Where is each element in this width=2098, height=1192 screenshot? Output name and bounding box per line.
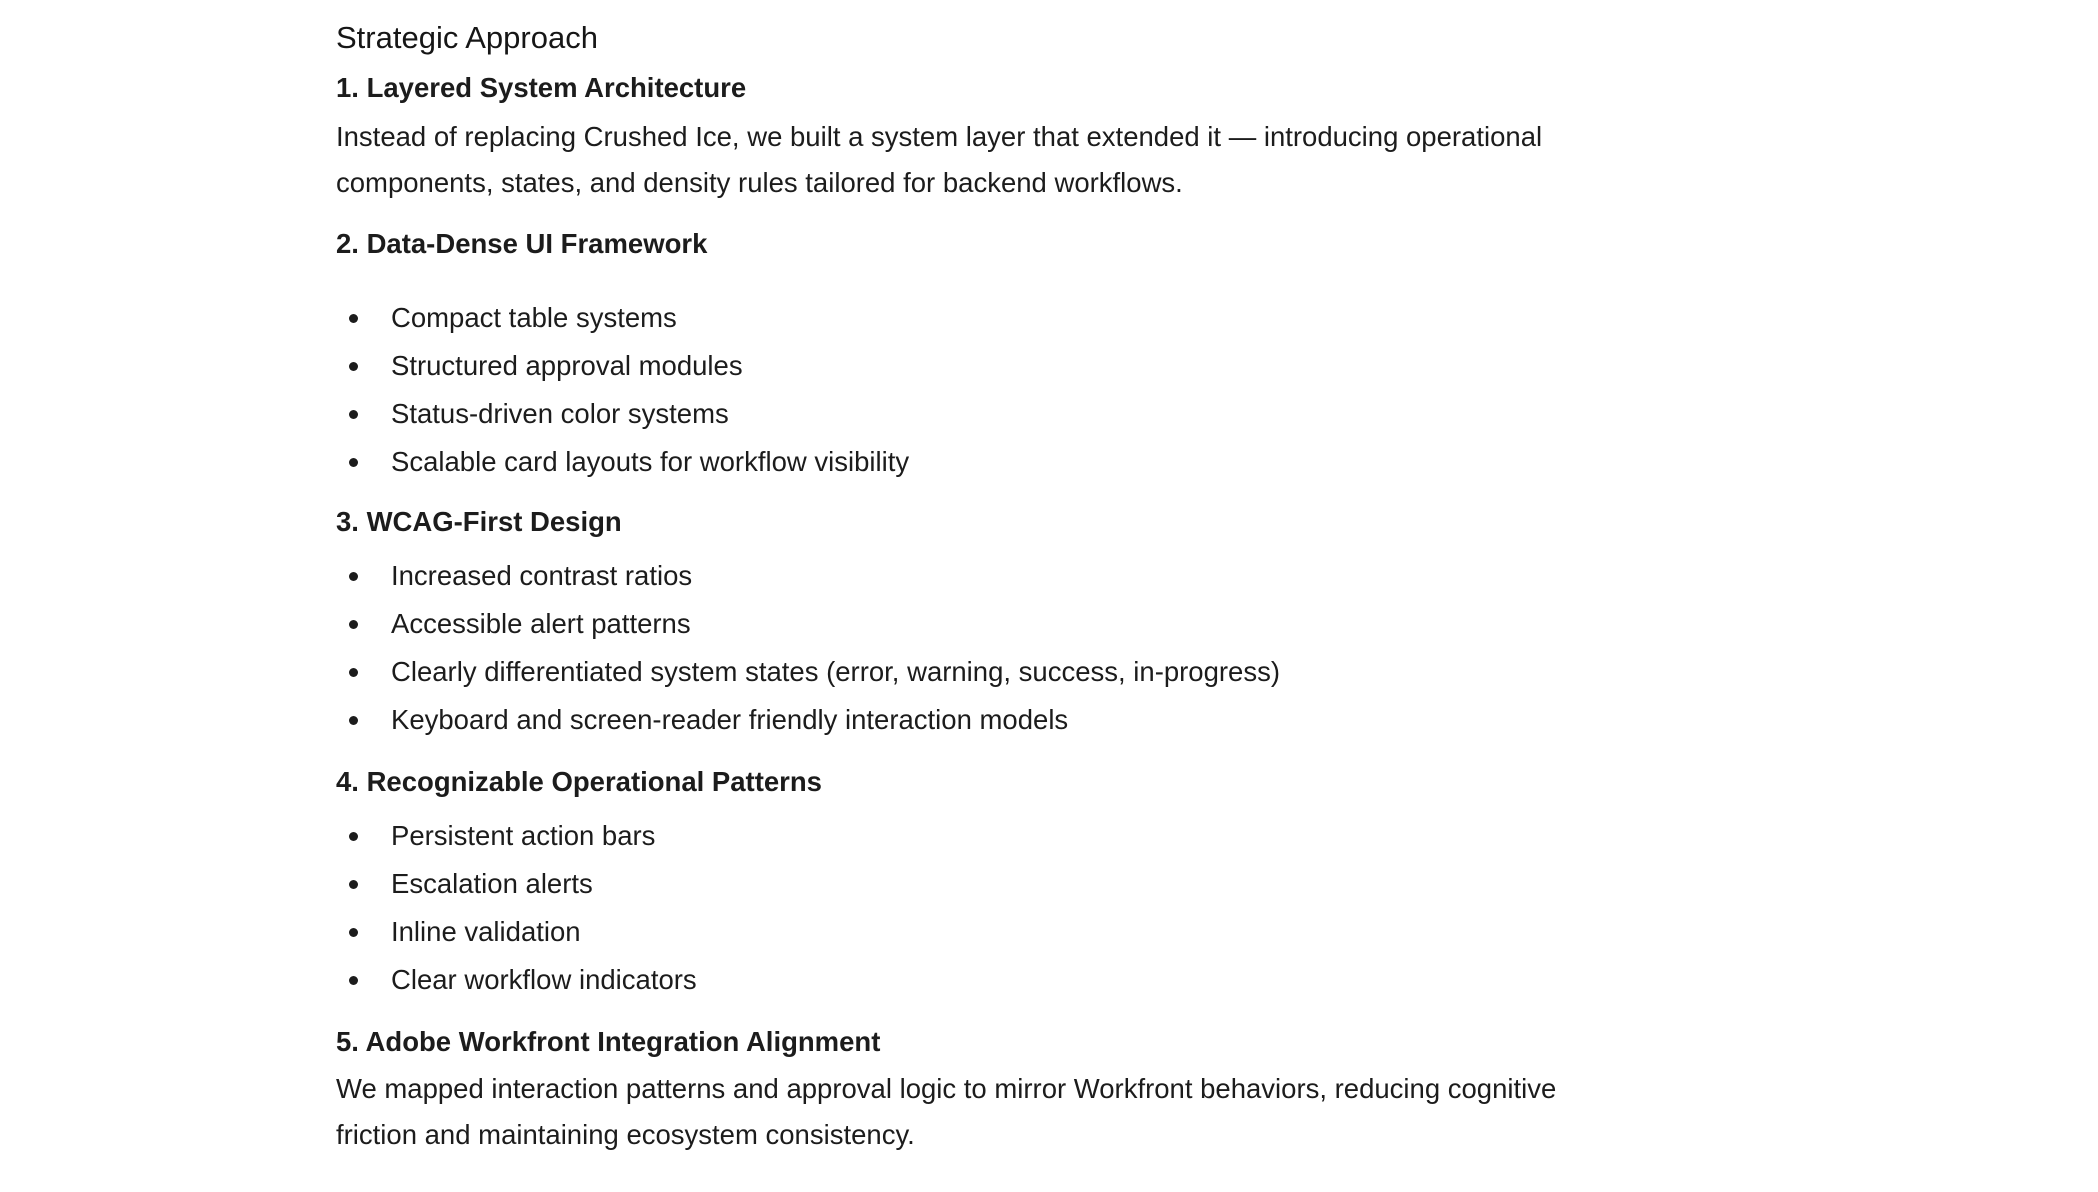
section-heading: 4. Recognizable Operational Patterns <box>336 766 822 797</box>
bullet-dot-icon <box>349 832 358 841</box>
bullet-dot-icon <box>349 880 358 889</box>
list-item <box>336 390 1656 438</box>
page-title: Strategic Approach <box>336 20 598 55</box>
section-wcag-first-design <box>336 498 1656 744</box>
list-item <box>336 552 1656 600</box>
list-item-text: Status-driven color systems <box>391 398 729 429</box>
list-item-text: Increased contrast ratios <box>391 560 693 591</box>
bullet-dot-icon <box>349 572 358 581</box>
list-item-text: Compact table systems <box>391 302 677 333</box>
bullet-dot-icon <box>349 716 358 725</box>
paragraph-line: components, states, and density rules tailored for backend workflows. <box>336 167 1183 198</box>
list-item <box>336 438 1656 486</box>
bullet-dot-icon <box>349 410 358 419</box>
bullet-dot-icon <box>349 928 358 937</box>
list-item <box>336 342 1656 390</box>
bullet-dot-icon <box>349 314 358 323</box>
bullet-list <box>336 552 1656 744</box>
list-item <box>336 648 1656 696</box>
section-recognizable-operational-patterns <box>336 758 1656 1004</box>
list-item-text: Inline validation <box>391 916 581 947</box>
section-heading: 3. WCAG-First Design <box>336 506 622 537</box>
paragraph-line: We mapped interaction patterns and approval logic to mirror Workfront behaviors, reducing cognitive <box>336 1073 1557 1104</box>
bullet-dot-icon <box>349 458 358 467</box>
section-paragraph <box>336 114 1656 206</box>
section-heading: 2. Data-Dense UI Framework <box>336 228 708 259</box>
bullet-dot-icon <box>349 668 358 677</box>
bullet-dot-icon <box>349 362 358 371</box>
section-adobe-workfront-integration-alignment <box>336 1018 1656 1158</box>
list-item-text: Clear workflow indicators <box>391 964 697 995</box>
list-item-text: Structured approval modules <box>391 350 743 381</box>
list-item <box>336 812 1656 860</box>
paragraph-line: friction and maintaining ecosystem consistency. <box>336 1119 915 1150</box>
list-item <box>336 860 1656 908</box>
list-item-text: Keyboard and screen-reader friendly interaction models <box>391 704 1069 735</box>
list-item-text: Clearly differentiated system states (error, warning, success, in-progress) <box>391 656 1280 687</box>
list-item-text: Escalation alerts <box>391 868 593 899</box>
bullet-list <box>336 294 1656 486</box>
list-item-text: Scalable card layouts for workflow visibility <box>391 446 910 477</box>
list-item-text: Accessible alert patterns <box>391 608 691 639</box>
list-item <box>336 956 1656 1004</box>
section-heading: 5. Adobe Workfront Integration Alignment <box>336 1026 881 1057</box>
bullet-list <box>336 812 1656 1004</box>
section-heading: 1. Layered System Architecture <box>336 72 747 103</box>
list-item <box>336 294 1656 342</box>
document-body <box>336 14 1656 1158</box>
list-item <box>336 696 1656 744</box>
list-item <box>336 908 1656 956</box>
paragraph-line: Instead of replacing Crushed Ice, we built a system layer that extended it — introducing operational <box>336 121 1543 152</box>
section-paragraph <box>336 1066 1656 1158</box>
list-item <box>336 600 1656 648</box>
section-data-dense-ui-framework <box>336 220 1656 486</box>
section-layered-system-architecture <box>336 62 1656 206</box>
bullet-dot-icon <box>349 976 358 985</box>
bullet-dot-icon <box>349 620 358 629</box>
list-item-text: Persistent action bars <box>391 820 656 851</box>
